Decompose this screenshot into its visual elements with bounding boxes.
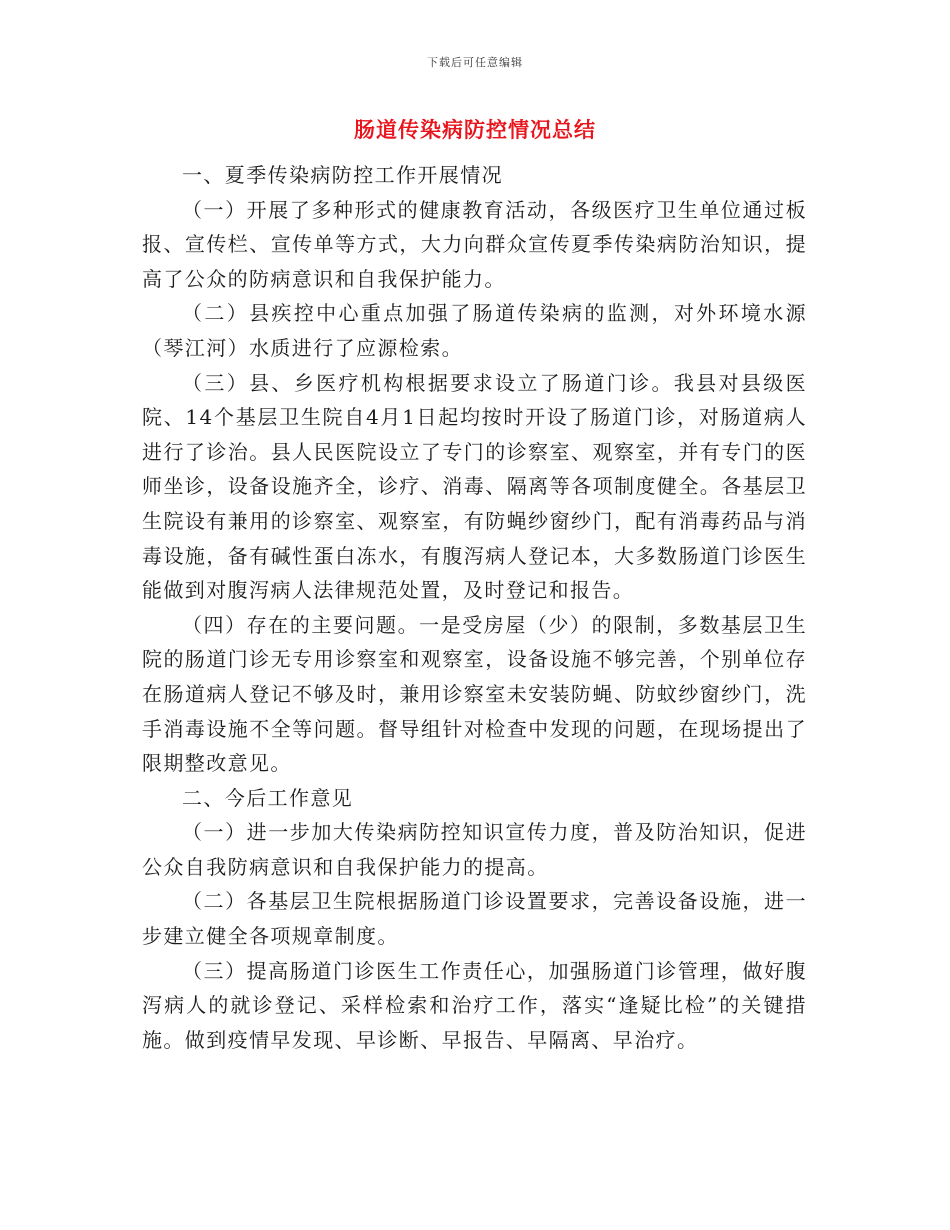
section-heading-2: 二、今后工作意见: [182, 785, 354, 810]
paragraph-2-3: （三）提高肠道门诊医生工作责任心，加强肠道门诊管理，做好腹泻病人的就诊登记、采样检索和治疗工作，落实“逢疑比检”的关键措施。做到疫情早发现、早诊断、早报告、早隔离、早治疗。: [142, 958, 807, 1052]
document-body: [142, 158, 807, 1057]
section-heading-1: 一、夏季传染病防控工作开展情况: [182, 163, 503, 187]
document-title: 肠道传染病防控情况总结: [354, 117, 596, 142]
paragraph-2-2: （二）各基层卫生院根据肠道门诊设置要求，完善设备设施，进一步建立健全各项规章制度。: [142, 889, 807, 949]
paragraph-1-1: （一）开展了多种形式的健康教育活动，各级医疗卫生单位通过板报、宣传栏、宣传单等方式，大力向群众宣传夏季传染病防治知识，提高了公众的防病意识和自我保护能力。: [142, 197, 807, 291]
paragraph-2-1: （一）进一步加大传染病防控知识宣传力度，普及防治知识，促进公众自我防病意识和自我保护能力的提高。: [142, 820, 807, 879]
paragraph-1-4: （四）存在的主要问题。一是受房屋（少）的限制，多数基层卫生院的肠道门诊无专用诊察室和观察室，设备设施不够完善，个别单位存在肠道病人登记不够及时，兼用诊察室未安装防蝇、防蚊纱窗纱门，洗手消毒设施不全等问题。督导组针对检查中发现的问题，在现场提出了限期整改意见。: [142, 612, 807, 776]
page-header-note: 下载后可任意编辑: [427, 56, 523, 69]
paragraph-1-2: （二）县疾控中心重点加强了肠道传染病的监测，对外环境水源（琴江河）水质进行了应源检索。: [142, 301, 807, 360]
paragraph-1-3: （三）县、乡医疗机构根据要求设立了肠道门诊。我县对县级医院、14个基层卫生院自4月1日起均按时开设了肠道门诊，对肠道病人进行了诊治。县人民医院设立了专门的诊察室、观察室，并有专门的医师坐诊，设备设施齐全，诊疗、消毒、隔离等各项制度健全。各基层卫生院设有兼用的诊察室、观察室，有防蝇纱窗纱门，配有消毒药品与消毒设施，备有碱性蛋白冻水，有腹泻病人登记本，大多数肠道门诊医生能做到对腹泻病人法律规范处置，及时登记和报告。: [142, 370, 807, 603]
